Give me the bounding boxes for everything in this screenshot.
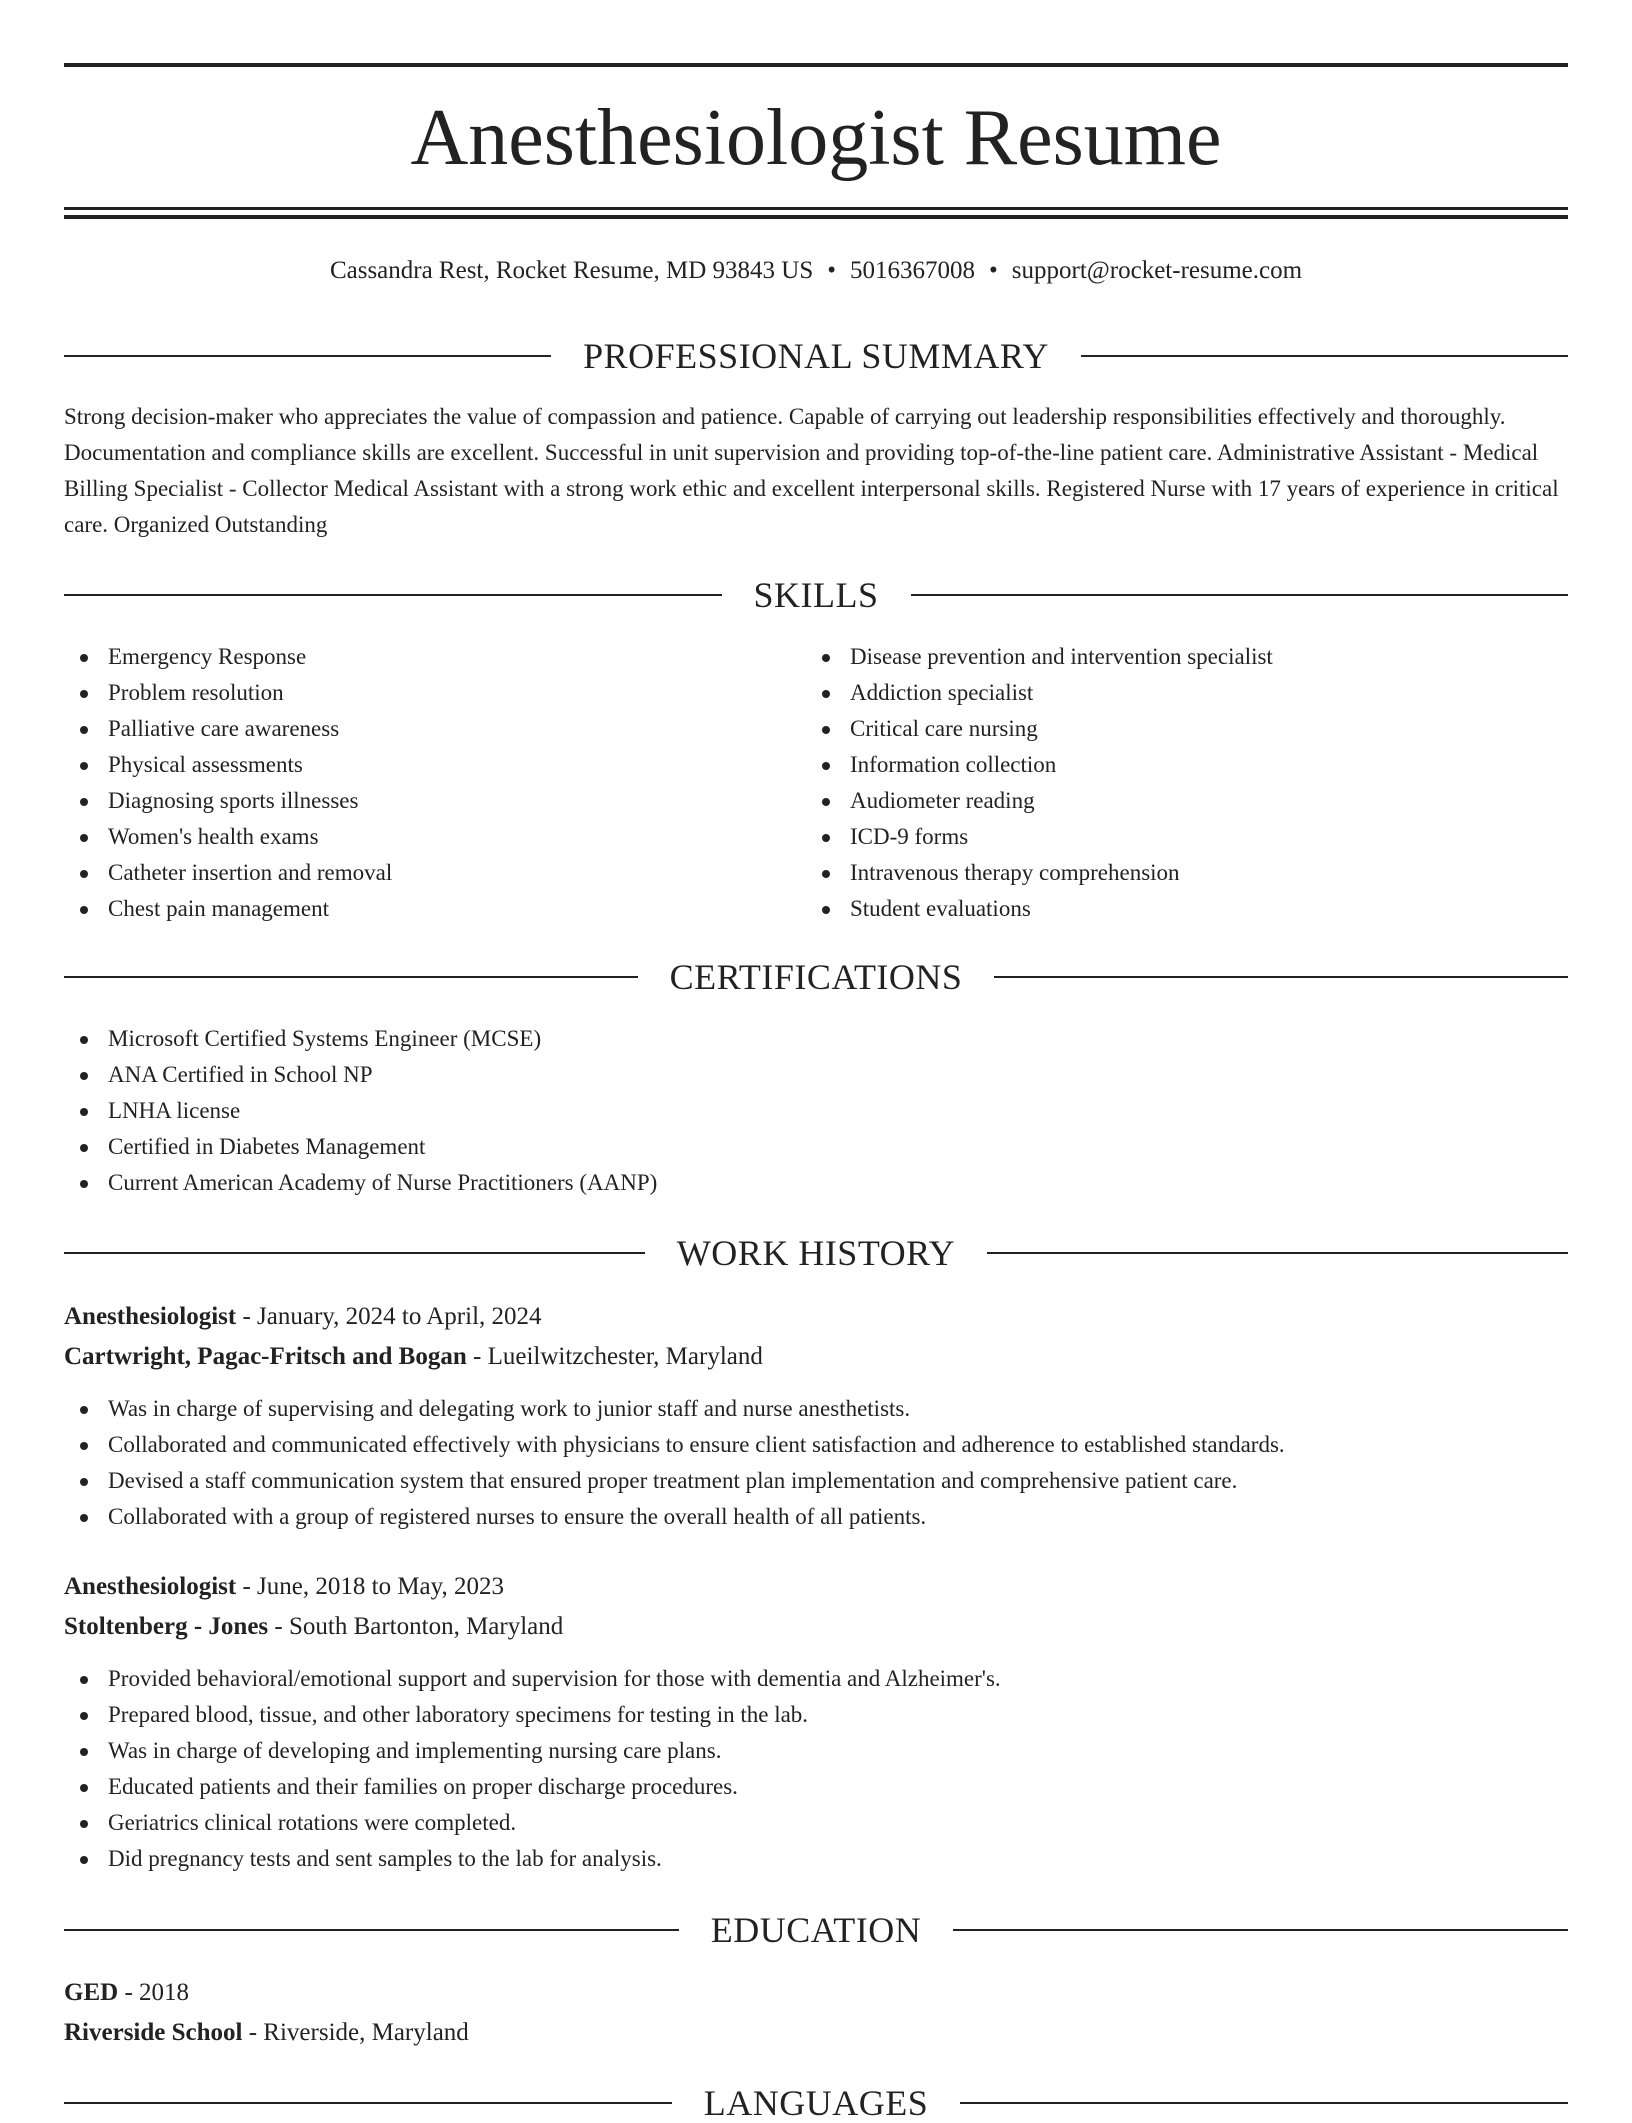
job-company: Stoltenberg - Jones	[64, 1613, 269, 1640]
skill-item: Chest pain management	[64, 891, 804, 927]
job-bullet-list	[64, 1661, 1568, 1877]
section-header-work-history	[64, 1233, 1568, 1273]
certification-item: Certified in Diabetes Management	[64, 1129, 657, 1165]
job-title-line	[64, 1569, 1568, 1605]
skill-item: Emergency Response	[64, 639, 804, 675]
job-bullet: Collaborated with a group of registered nurses to ensure the overall health of all patients.	[64, 1499, 1568, 1535]
job-title-line	[64, 1299, 1568, 1335]
contact-email: support@rocket-resume.com	[1011, 257, 1303, 284]
job-bullet-list	[64, 1391, 1568, 1535]
contact-address: Cassandra Rest, Rocket Resume, MD 93843 US	[329, 257, 814, 284]
section-title-skills: SKILLS	[753, 575, 879, 615]
skills-list-left	[64, 639, 804, 927]
section-title-work-history: WORK HISTORY	[676, 1233, 956, 1273]
resume-title: Anesthesiologist Resume	[410, 94, 1222, 182]
job-bullet: Devised a staff communication system that ensured proper treatment plan implementation and comprehensive patient care.	[64, 1463, 1568, 1499]
contact-phone: 5016367008	[850, 257, 975, 284]
education-degree-line	[64, 1975, 1568, 2011]
section-rule	[64, 2102, 672, 2104]
job-company: Cartwright, Pagac-Fritsch and Bogan	[64, 1343, 467, 1370]
skill-item: Student evaluations	[806, 891, 1546, 927]
section-rule	[64, 976, 638, 978]
job-location: - Lueilwitzchester, Maryland	[473, 1343, 763, 1370]
job-bullet: Did pregnancy tests and sent samples to the lab for analysis.	[64, 1841, 1568, 1877]
job-title: Anesthesiologist	[64, 1303, 237, 1330]
certification-item: LNHA license	[64, 1093, 657, 1129]
job-dates: - June, 2018 to May, 2023	[242, 1573, 505, 1600]
section-rule	[960, 2102, 1568, 2104]
job-bullet: Prepared blood, tissue, and other laboratory specimens for testing in the lab.	[64, 1697, 1568, 1733]
job-company-line	[64, 1339, 1568, 1375]
certification-item: ANA Certified in School NP	[64, 1057, 657, 1093]
contact-separator: •	[827, 257, 836, 284]
section-header-skills	[64, 575, 1568, 615]
job-company-line	[64, 1609, 1568, 1645]
contact-separator: •	[989, 257, 998, 284]
section-title-education: EDUCATION	[710, 1910, 922, 1950]
skill-item: Problem resolution	[64, 675, 804, 711]
skill-item: Women's health exams	[64, 819, 804, 855]
job-location: - South Bartonton, Maryland	[274, 1613, 564, 1640]
skill-item: Information collection	[806, 747, 1546, 783]
education-year: - 2018	[124, 1979, 190, 2006]
section-rule	[64, 1252, 645, 1254]
section-rule	[911, 594, 1569, 596]
section-title-certifications: CERTIFICATIONS	[669, 957, 963, 997]
education-school-line	[64, 2015, 1568, 2051]
education-school: Riverside School	[64, 2019, 243, 2046]
section-rule	[64, 1929, 679, 1931]
section-rule	[994, 976, 1568, 978]
skill-item: Intravenous therapy comprehension	[806, 855, 1546, 891]
education-degree: GED	[64, 1979, 119, 2006]
skills-list-right	[806, 639, 1546, 927]
skill-item: Diagnosing sports illnesses	[64, 783, 804, 819]
section-header-education	[64, 1910, 1568, 1950]
section-rule	[987, 1252, 1568, 1254]
top-rule	[64, 63, 1568, 67]
section-rule	[64, 594, 722, 596]
skill-item: Physical assessments	[64, 747, 804, 783]
section-title-languages: LANGUAGES	[703, 2083, 929, 2123]
section-header-certifications	[64, 957, 1568, 997]
summary-text: Strong decision-maker who appreciates the value of compassion and patience. Capable of carrying out leadership responsibilities effectively and thoroughly. Documentation and compliance skills are excellent. Successful in unit supervision and providing top-of-the-line patient care. Administrative Assistant - Medical Billing Specialist - Collector Medical Assistant with a strong work ethic and excellent interpersonal skills. Registered Nurse with 17 years of experience in critical care. Organized Outstanding	[64, 404, 1559, 537]
skill-item: Catheter insertion and removal	[64, 855, 804, 891]
title-rule-lower	[64, 215, 1568, 219]
job-bullet: Educated patients and their families on proper discharge procedures.	[64, 1769, 1568, 1805]
section-header-languages	[64, 2083, 1568, 2123]
certifications-list	[64, 1021, 657, 1201]
section-rule	[64, 355, 551, 357]
contact-line	[64, 253, 1568, 289]
job-bullet: Collaborated and communicated effectively with physicians to ensure client satisfaction and adherence to established standards.	[64, 1427, 1568, 1463]
certification-item: Current American Academy of Nurse Practitioners (AANP)	[64, 1165, 657, 1201]
job-bullet: Was in charge of developing and implementing nursing care plans.	[64, 1733, 1568, 1769]
job-bullet: Was in charge of supervising and delegating work to junior staff and nurse anesthetists.	[64, 1391, 1568, 1427]
section-title-summary: PROFESSIONAL SUMMARY	[583, 336, 1049, 376]
skill-item: Disease prevention and intervention specialist	[806, 639, 1546, 675]
job-dates: - January, 2024 to April, 2024	[242, 1303, 542, 1330]
skill-item: Palliative care awareness	[64, 711, 804, 747]
skill-item: ICD-9 forms	[806, 819, 1546, 855]
skill-item: Critical care nursing	[806, 711, 1546, 747]
skill-item: Audiometer reading	[806, 783, 1546, 819]
section-header-summary	[64, 336, 1568, 376]
job-title: Anesthesiologist	[64, 1573, 237, 1600]
section-rule	[1081, 355, 1568, 357]
section-rule	[953, 1929, 1568, 1931]
job-bullet: Geriatrics clinical rotations were completed.	[64, 1805, 1568, 1841]
title-rule-upper	[64, 207, 1568, 210]
education-location: - Riverside, Maryland	[248, 2019, 469, 2046]
skill-item: Addiction specialist	[806, 675, 1546, 711]
certification-item: Microsoft Certified Systems Engineer (MCSE)	[64, 1021, 657, 1057]
job-bullet: Provided behavioral/emotional support and supervision for those with dementia and Alzheimer's.	[64, 1661, 1568, 1697]
